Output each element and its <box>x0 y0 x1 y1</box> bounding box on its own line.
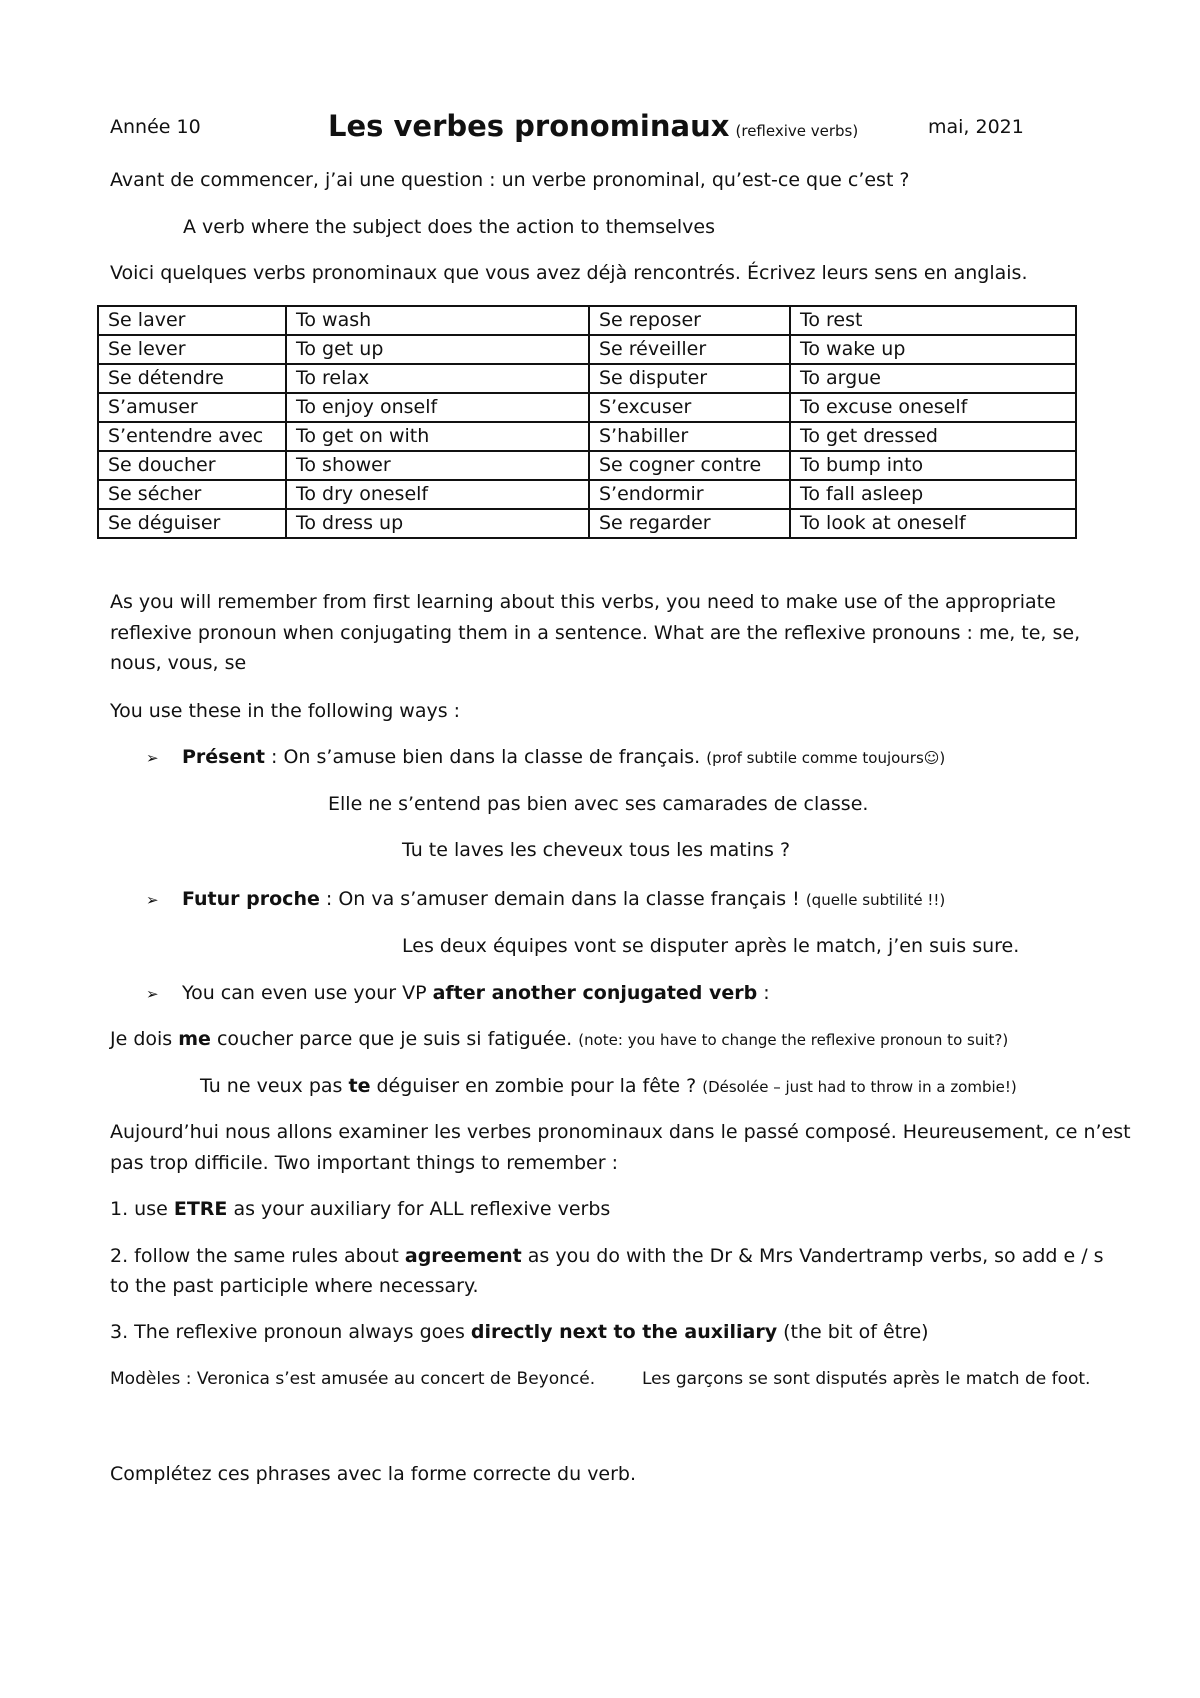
rule-1-text-b: as your auxiliary for ALL reflexive verbs <box>227 1198 611 1220</box>
rule-2-text-a: 2. follow the same rules about <box>110 1245 405 1267</box>
vp-bold: after another conjugated verb <box>432 982 758 1004</box>
year-label: Année 10 <box>110 116 201 138</box>
example-2-text-a: Tu ne veux pas <box>200 1075 349 1097</box>
table-row <box>98 364 1076 393</box>
french-verb-cell: Se réveiller <box>589 335 790 364</box>
rule-1-bold: ETRE <box>173 1198 228 1220</box>
bullet-futur-proche <box>146 888 945 912</box>
english-meaning-cell: To argue <box>790 364 1076 393</box>
english-meaning-cell: To wash <box>286 306 589 335</box>
example-1-text-a: Je dois <box>110 1028 179 1050</box>
french-verb-cell: Se sécher <box>98 480 286 509</box>
english-meaning-cell: To get up <box>286 335 589 364</box>
french-verb-cell: Se détendre <box>98 364 286 393</box>
french-verb-cell: Se reposer <box>589 306 790 335</box>
models-a: Modèles : Veronica s’est amusée au concert de Beyoncé. <box>110 1369 596 1389</box>
rule-3-bold: directly next to the auxiliary <box>470 1321 778 1343</box>
example-2-note: (Désolée – just had to throw in a zombie!) <box>702 1078 1017 1096</box>
futur-note: (quelle subtilité !!) <box>805 891 946 909</box>
table-row <box>98 306 1076 335</box>
present-example-2: Elle ne s’entend pas bien avec ses camarades de classe. <box>328 793 869 815</box>
english-meaning-cell: To dry oneself <box>286 480 589 509</box>
futur-example-2: Les deux équipes vont se disputer après le match, j’en suis sure. <box>402 935 1020 957</box>
example-1-note: (note: you have to change the reflexive pronoun to suit?) <box>578 1031 1009 1049</box>
explanation-line-1: As you will remember from first learning about this verbs, you need to make use of the appropriate <box>110 591 1056 613</box>
page-title-line <box>328 108 858 144</box>
table-row <box>98 422 1076 451</box>
french-verb-cell: Se doucher <box>98 451 286 480</box>
english-meaning-cell: To fall asleep <box>790 480 1076 509</box>
french-verb-cell: S’amuser <box>98 393 286 422</box>
example-1-bold: me <box>178 1028 211 1050</box>
present-example-3: Tu te laves les cheveux tous les matins ? <box>402 839 791 861</box>
french-verb-cell: S’excuser <box>589 393 790 422</box>
page-title: Les verbes pronominaux <box>328 109 730 143</box>
rule-1 <box>110 1198 610 1222</box>
french-verb-cell: Se lever <box>98 335 286 364</box>
english-meaning-cell: To relax <box>286 364 589 393</box>
arrow-bullet-icon: ➢ <box>146 985 159 1003</box>
present-note: (prof subtile comme toujours☺) <box>706 749 946 767</box>
table-row <box>98 451 1076 480</box>
french-verb-cell: Se cogner contre <box>589 451 790 480</box>
french-verb-cell: S’habiller <box>589 422 790 451</box>
passe-intro-line-2: pas trop difficile. Two important things to remember : <box>110 1152 618 1174</box>
rule-3-text-a: 3. The reflexive pronoun always goes <box>110 1321 471 1343</box>
example-2-text-b: déguiser en zombie pour la fête ? <box>370 1075 703 1097</box>
french-verb-cell: S’entendre avec <box>98 422 286 451</box>
example-1 <box>110 1028 1008 1052</box>
example-1-text-b: coucher parce que je suis si fatiguée. <box>210 1028 579 1050</box>
rule-3 <box>110 1321 929 1345</box>
arrow-bullet-icon: ➢ <box>146 891 159 909</box>
verb-table <box>97 305 1077 539</box>
futur-label: Futur proche <box>182 888 320 910</box>
french-verb-cell: Se regarder <box>589 509 790 538</box>
rule-2-text-b: as you do with the Dr & Mrs Vandertramp verbs, so add e / s <box>521 1245 1104 1267</box>
rule-2-continued: to the past participle where necessary. <box>110 1275 479 1297</box>
english-meaning-cell: To get dressed <box>790 422 1076 451</box>
french-verb-cell: S’endormir <box>589 480 790 509</box>
table-row <box>98 393 1076 422</box>
french-verb-cell: Se disputer <box>589 364 790 393</box>
intro-answer: A verb where the subject does the action to themselves <box>183 216 715 238</box>
ways-intro: You use these in the following ways : <box>110 700 461 722</box>
bullet-present <box>146 746 945 770</box>
date-label: mai, 2021 <box>928 116 1024 138</box>
present-label: Présent <box>182 746 265 768</box>
english-meaning-cell: To get on with <box>286 422 589 451</box>
english-meaning-cell: To shower <box>286 451 589 480</box>
english-meaning-cell: To enjoy onself <box>286 393 589 422</box>
title-note: (reflexive verbs) <box>735 122 859 140</box>
explanation-line-3: nous, vous, se <box>110 652 247 674</box>
french-verb-cell: Se laver <box>98 306 286 335</box>
passe-intro-line-1: Aujourd’hui nous allons examiner les verbes pronominaux dans le passé composé. Heureusement, ce n’est <box>110 1121 1131 1143</box>
futur-text: : On va s’amuser demain dans la classe français ! <box>319 888 806 910</box>
english-meaning-cell: To dress up <box>286 509 589 538</box>
bullet-vp <box>146 982 770 1006</box>
example-2-bold: te <box>348 1075 371 1097</box>
arrow-bullet-icon: ➢ <box>146 749 159 767</box>
intro-instruction: Voici quelques verbs pronominaux que vous avez déjà rencontrés. Écrivez leurs sens en anglais. <box>110 262 1028 284</box>
english-meaning-cell: To wake up <box>790 335 1076 364</box>
table-row <box>98 480 1076 509</box>
rule-2-bold: agreement <box>404 1245 522 1267</box>
complete-instruction: Complétez ces phrases avec la forme correcte du verb. <box>110 1463 637 1485</box>
models-b: Les garçons se sont disputés après le match de foot. <box>642 1369 1091 1389</box>
present-text: : On s’amuse bien dans la classe de français. <box>265 746 707 768</box>
english-meaning-cell: To rest <box>790 306 1076 335</box>
table-row <box>98 509 1076 538</box>
example-2 <box>200 1075 1017 1099</box>
vp-text-2: : <box>757 982 770 1004</box>
english-meaning-cell: To excuse oneself <box>790 393 1076 422</box>
table-row <box>98 335 1076 364</box>
rule-2 <box>110 1245 1104 1269</box>
explanation-line-2: reflexive pronoun when conjugating them in a sentence. What are the reflexive pronouns : me, te, se, <box>110 622 1081 644</box>
english-meaning-cell: To look at oneself <box>790 509 1076 538</box>
rule-3-text-b: (the bit of être) <box>777 1321 929 1343</box>
french-verb-cell: Se déguiser <box>98 509 286 538</box>
rule-1-text-a: 1. use <box>110 1198 174 1220</box>
vp-text-1: You can even use your VP <box>182 982 433 1004</box>
english-meaning-cell: To bump into <box>790 451 1076 480</box>
intro-question: Avant de commencer, j’ai une question : un verbe pronominal, qu’est-ce que c’est ? <box>110 169 910 191</box>
